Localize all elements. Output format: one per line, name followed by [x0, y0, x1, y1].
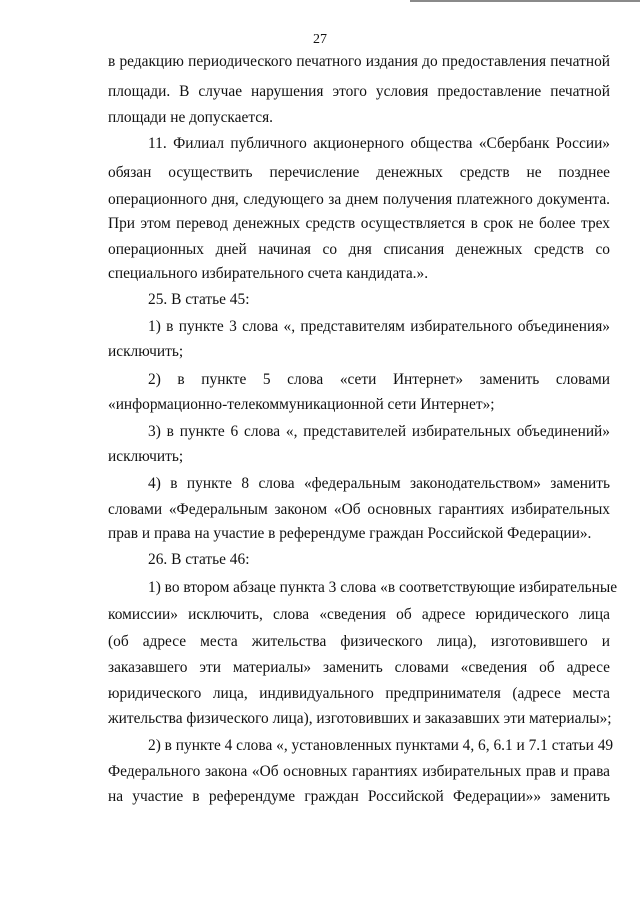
text-line: в редакцию периодического печатного издания до предоставления печатной — [108, 53, 610, 70]
section-heading: 25. В статье 45: — [148, 291, 250, 308]
text-line: 3) в пункте 6 слова «, представителей избирательных объединений» — [148, 423, 610, 440]
text-line: заказавшего эти материалы» заменить словами «сведения об адресе — [108, 659, 610, 676]
section-heading: 26. В статье 46: — [148, 551, 250, 568]
text-line: Федерального закона «Об основных гарантиях избирательных прав и права — [108, 763, 610, 780]
text-line: прав и права на участие в референдуме граждан Российской Федерации». — [108, 525, 592, 542]
text-line: 2) в пункте 4 слова «, установленных пунктами 4, 6, 6.1 и 7.1 статьи 49 — [148, 737, 614, 754]
text-line: словами «Федеральным законом «Об основных гарантиях избирательных — [108, 501, 610, 518]
text-line: юридического лица, индивидуального предпринимателя (адресе места — [108, 685, 610, 702]
text-line: 2) в пункте 5 слова «сети Интернет» заменить словами — [148, 371, 610, 388]
text-line: жительства физического лица), изготовивших и заказавших эти материалы»; — [108, 710, 612, 727]
text-line: 4) в пункте 8 слова «федеральным законодательством» заменить — [148, 475, 610, 492]
text-line: 1) во втором абзаце пункта 3 слова «в соответствующие избирательные — [148, 579, 618, 596]
text-line: операционных дней начиная со дня списания денежных средств со — [108, 241, 610, 258]
text-line: (об адресе места жительства физического лица), изготовившего и — [108, 633, 610, 650]
text-line: 11. Филиал публичного акционерного общества «Сбербанк России» — [148, 135, 610, 152]
text-line: 1) в пункте 3 слова «, представителям избирательного объединения» — [148, 318, 610, 335]
text-line: «информационно-телекоммуникационной сети Интернет»; — [108, 396, 495, 413]
scan-top-border — [410, 0, 640, 2]
text-line: обязан осуществить перечисление денежных средств не позднее — [108, 164, 610, 181]
page-number: 27 — [313, 32, 327, 47]
text-line: операционного дня, следующего за днем получения платежного документа. — [108, 191, 610, 208]
text-line: комиссии» исключить, слова «сведения об адресе юридического лица — [108, 606, 610, 623]
text-line: площади не допускается. — [108, 109, 273, 126]
text-line: исключить; — [108, 343, 184, 360]
text-line: При этом перевод денежных средств осуществляется в срок не более трех — [108, 215, 610, 232]
text-line: исключить; — [108, 448, 184, 465]
text-line: на участие в референдуме граждан Российской Федерации»» заменить — [108, 788, 610, 805]
text-line: площади. В случае нарушения этого условия предоставление печатной — [108, 83, 610, 100]
text-line: специального избирательного счета кандидата.». — [108, 265, 429, 282]
